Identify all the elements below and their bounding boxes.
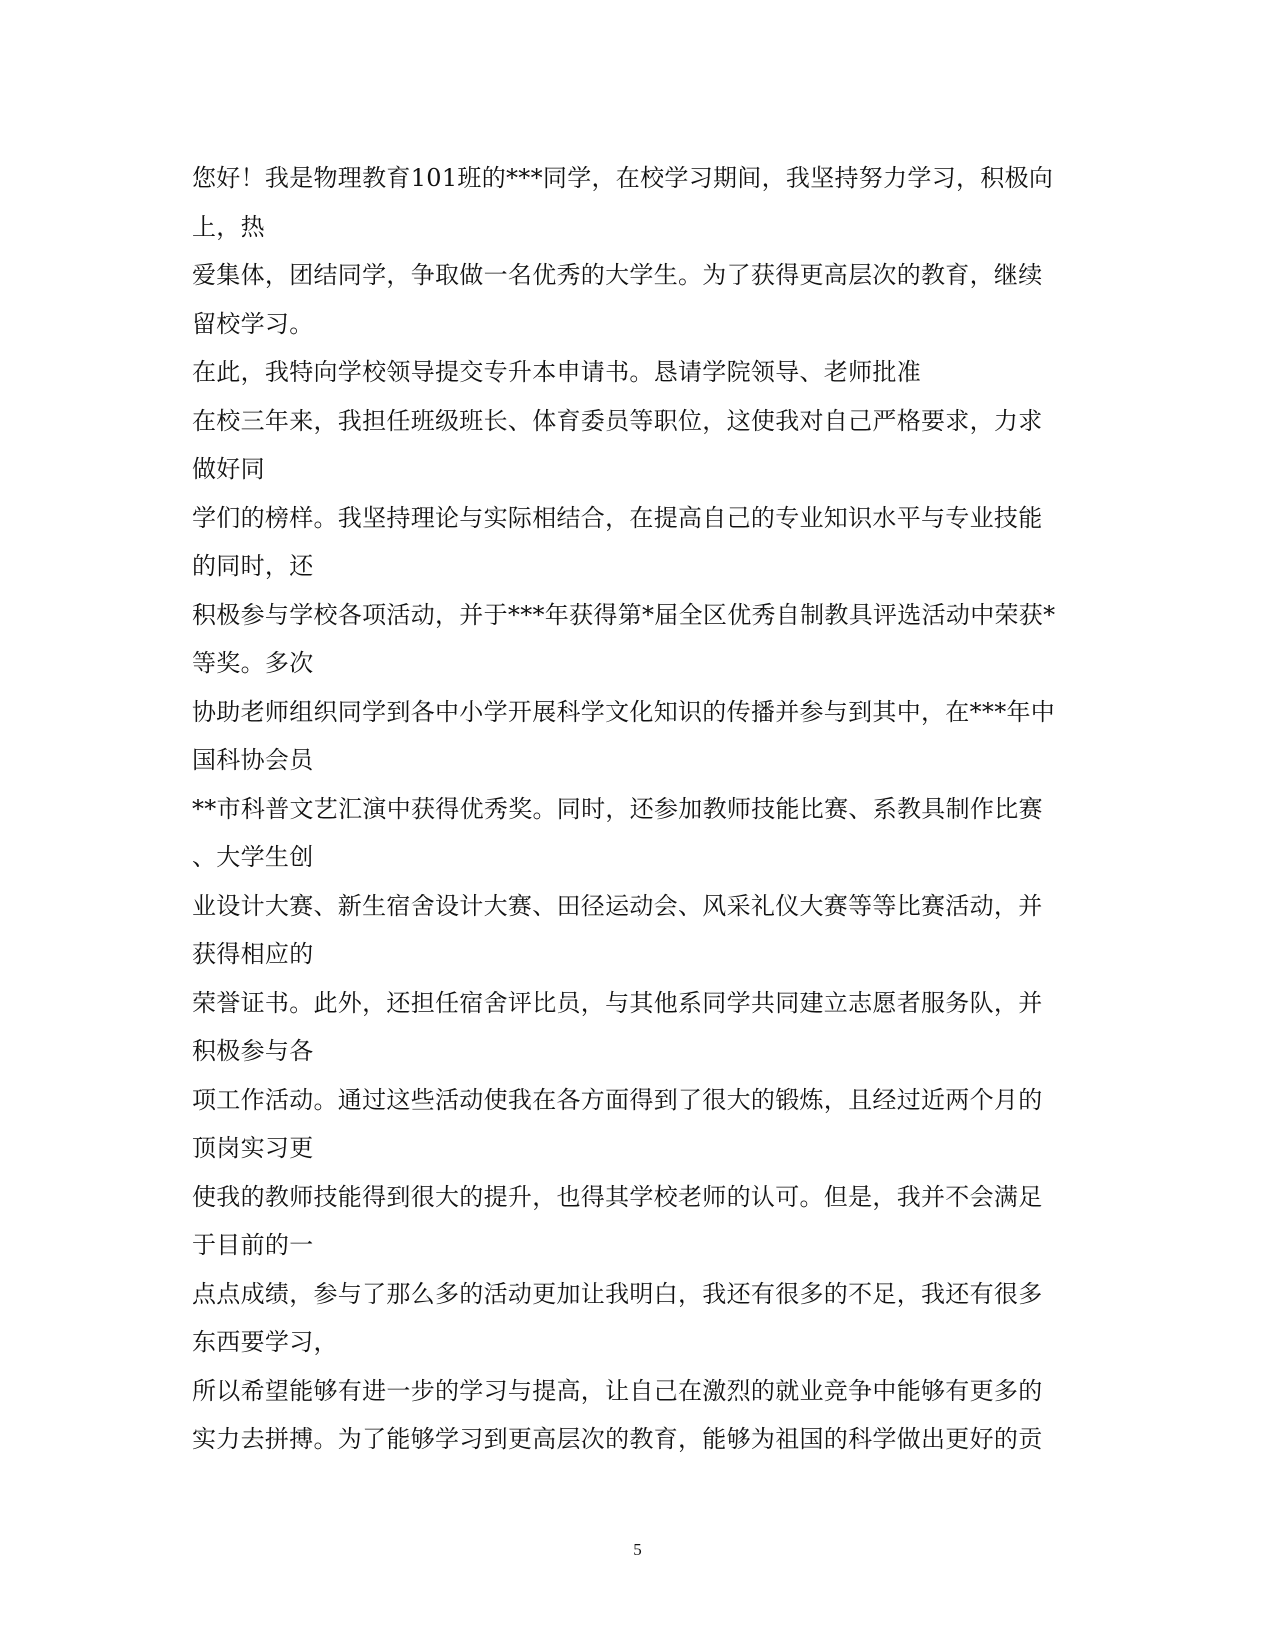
- text-line: 积极参与各: [192, 1037, 314, 1065]
- text-line: 等奖。多次: [192, 649, 314, 677]
- text-line: 项工作活动。通过这些活动使我在各方面得到了很大的锻炼，且经过近两个月的: [192, 1085, 1043, 1114]
- page-number: 5: [633, 1540, 642, 1559]
- text-line: 业设计大赛、新生宿舍设计大赛、田径运动会、风采礼仪大赛等等比赛活动，并: [192, 891, 1043, 920]
- text-line: 爱集体，团结同学，争取做一名优秀的大学生。为了获得更高层次的教育，继续: [192, 261, 1043, 289]
- text-line: 学们的榜样。我坚持理论与实际相结合，在提高自己的专业知识水平与专业技能: [192, 503, 1043, 532]
- text-line: 、大学生创: [192, 843, 314, 871]
- text-line: 获得相应的: [192, 940, 314, 968]
- text-line: 在校三年来，我担任班级班长、体育委员等职位，这使我对自己严格要求，力求: [192, 406, 1043, 435]
- text-line: 使我的教师技能得到很大的提升，也得其学校老师的认可。但是，我并不会满足: [192, 1182, 1043, 1211]
- text-line: 荣誉证书。此外，还担任宿舍评比员，与其他系同学共同建立志愿者服务队，并: [192, 988, 1043, 1017]
- text-line: 顶岗实习更: [192, 1134, 314, 1162]
- text-line: 东西要学习，: [192, 1328, 338, 1356]
- text-line: **市科普文艺汇演中获得优秀奖。同时，还参加教师技能比赛、系教具制作比赛: [192, 794, 1043, 823]
- text-line: 协助老师组织同学到各中小学开展科学文化知识的传播并参与到其中，在***年中: [192, 697, 1056, 726]
- text-line: 上，热: [192, 212, 265, 241]
- text-line: 所以希望能够有进一步的学习与提高，让自己在激烈的就业竞争中能够有更多的: [192, 1376, 1043, 1405]
- text-line: 积极参与学校各项活动，并于***年获得第*届全区优秀自制教具评选活动中荣获*: [192, 600, 1056, 629]
- text-line: 的同时，还: [192, 552, 314, 580]
- text-line: 国科协会员: [192, 746, 314, 774]
- text-line: 点点成绩，参与了那么多的活动更加让我明白，我还有很多的不足，我还有很多: [192, 1279, 1043, 1308]
- text-line: 您好！我是物理教育101班的***同学，在校学习期间，我坚持努力学习，积极向: [192, 164, 1054, 192]
- body-text: [192, 154, 1072, 1464]
- text-line: 于目前的一: [192, 1231, 314, 1259]
- text-line: 在此，我特向学校领导提交专升本申请书。恳请学院领导、老师批准: [192, 358, 921, 386]
- text-line: 留校学习。: [192, 309, 314, 338]
- text-line: 实力去拼搏。为了能够学习到更高层次的教育，能够为祖国的科学做出更好的贡: [192, 1425, 1043, 1453]
- text-line: 做好同: [192, 455, 265, 483]
